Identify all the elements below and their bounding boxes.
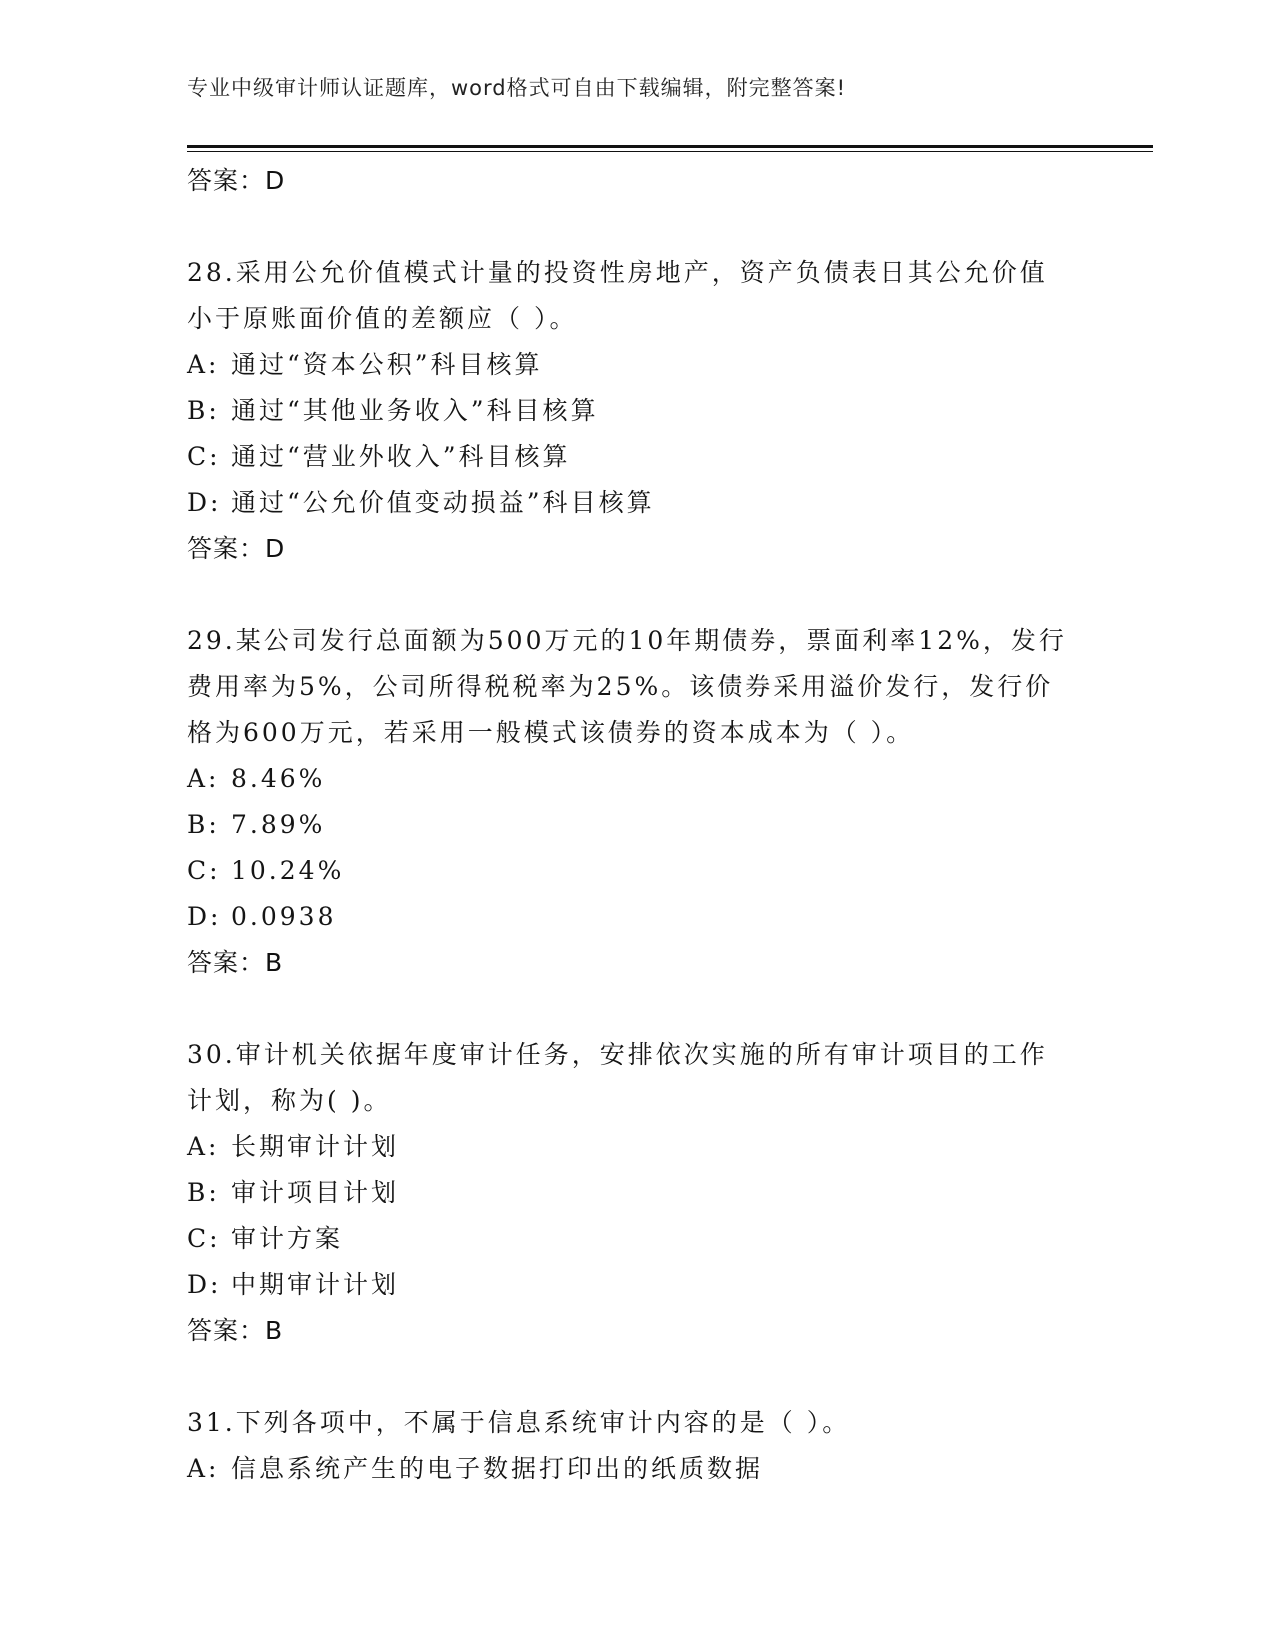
- option-letter: C:: [187, 442, 221, 471]
- option-b: [187, 802, 1087, 848]
- option-letter: B:: [187, 396, 220, 425]
- option-letter: A:: [187, 764, 220, 793]
- option-c: [187, 848, 1087, 894]
- option-c: [187, 434, 1087, 480]
- option-text: 通过“资本公积”科目核算: [231, 350, 543, 379]
- spacer: [187, 1354, 1087, 1400]
- question-list: [187, 158, 1087, 1492]
- option-letter: A:: [187, 1132, 220, 1161]
- option-text: 长期审计计划: [231, 1132, 400, 1161]
- question-stem: 28.采用公允价值模式计量的投资性房地产，资产负债表日其公允价值: [187, 258, 1048, 287]
- question-stem: 格为600万元，若采用一般模式该债券的资本成本为（ ）。: [187, 718, 915, 747]
- spacer: [187, 986, 1087, 1032]
- question-stem: 30.审计机关依据年度审计任务，安排依次实施的所有审计项目的工作: [187, 1040, 1048, 1069]
- question-stem: 计划，称为( )。: [187, 1086, 392, 1115]
- option-text: 信息系统产生的电子数据打印出的纸质数据: [231, 1454, 764, 1483]
- question-29: [187, 618, 1087, 986]
- question-stem: 费用率为5%，公司所得税税率为25%。该债券采用溢价发行，发行价: [187, 672, 1054, 701]
- option-c: [187, 1216, 1087, 1262]
- header-rule: [187, 145, 1153, 148]
- spacer: [187, 204, 1087, 250]
- option-text: 通过“其他业务收入”科目核算: [231, 396, 599, 425]
- option-a: [187, 756, 1087, 802]
- option-letter: A:: [187, 1454, 220, 1483]
- option-text: 0.0938: [231, 902, 337, 931]
- spacer: [187, 572, 1087, 618]
- option-letter: D:: [187, 488, 222, 517]
- question-30: [187, 1032, 1087, 1354]
- option-text: 通过“公允价值变动损益”科目核算: [231, 488, 655, 517]
- option-letter: C:: [187, 856, 221, 885]
- option-a: [187, 342, 1087, 388]
- option-a: [187, 1446, 1087, 1492]
- option-d: [187, 480, 1087, 526]
- question-stem: 小于原账面价值的差额应（ ）。: [187, 304, 578, 333]
- answer-line: 答案：D: [187, 534, 286, 563]
- answer-line: 答案：D: [187, 166, 286, 195]
- answer-line: 答案：B: [187, 1316, 284, 1345]
- option-text: 10.24%: [231, 856, 345, 885]
- option-letter: A:: [187, 350, 220, 379]
- option-letter: B:: [187, 810, 220, 839]
- question-28: [187, 250, 1087, 572]
- option-letter: B:: [187, 1178, 220, 1207]
- question-31: [187, 1400, 1087, 1492]
- option-letter: D:: [187, 1270, 222, 1299]
- option-letter: C:: [187, 1224, 221, 1253]
- option-d: [187, 1262, 1087, 1308]
- option-b: [187, 388, 1087, 434]
- question-stem: 29.某公司发行总面额为500万元的10年期债券，票面利率12%，发行: [187, 626, 1067, 655]
- option-text: 审计项目计划: [231, 1178, 400, 1207]
- page-header: 专业中级审计师认证题库，word格式可自由下载编辑，附完整答案!: [187, 76, 847, 100]
- answer-line: 答案：B: [187, 948, 284, 977]
- option-b: [187, 1170, 1087, 1216]
- option-a: [187, 1124, 1087, 1170]
- option-letter: D:: [187, 902, 222, 931]
- option-d: [187, 894, 1087, 940]
- option-text: 7.89%: [231, 810, 326, 839]
- option-text: 通过“营业外收入”科目核算: [231, 442, 571, 471]
- header-rule-thin: [187, 151, 1153, 152]
- option-text: 中期审计计划: [231, 1270, 400, 1299]
- option-text: 8.46%: [231, 764, 326, 793]
- question-stem: 31.下列各项中，不属于信息系统审计内容的是（ ）。: [187, 1408, 851, 1437]
- option-text: 审计方案: [231, 1224, 344, 1253]
